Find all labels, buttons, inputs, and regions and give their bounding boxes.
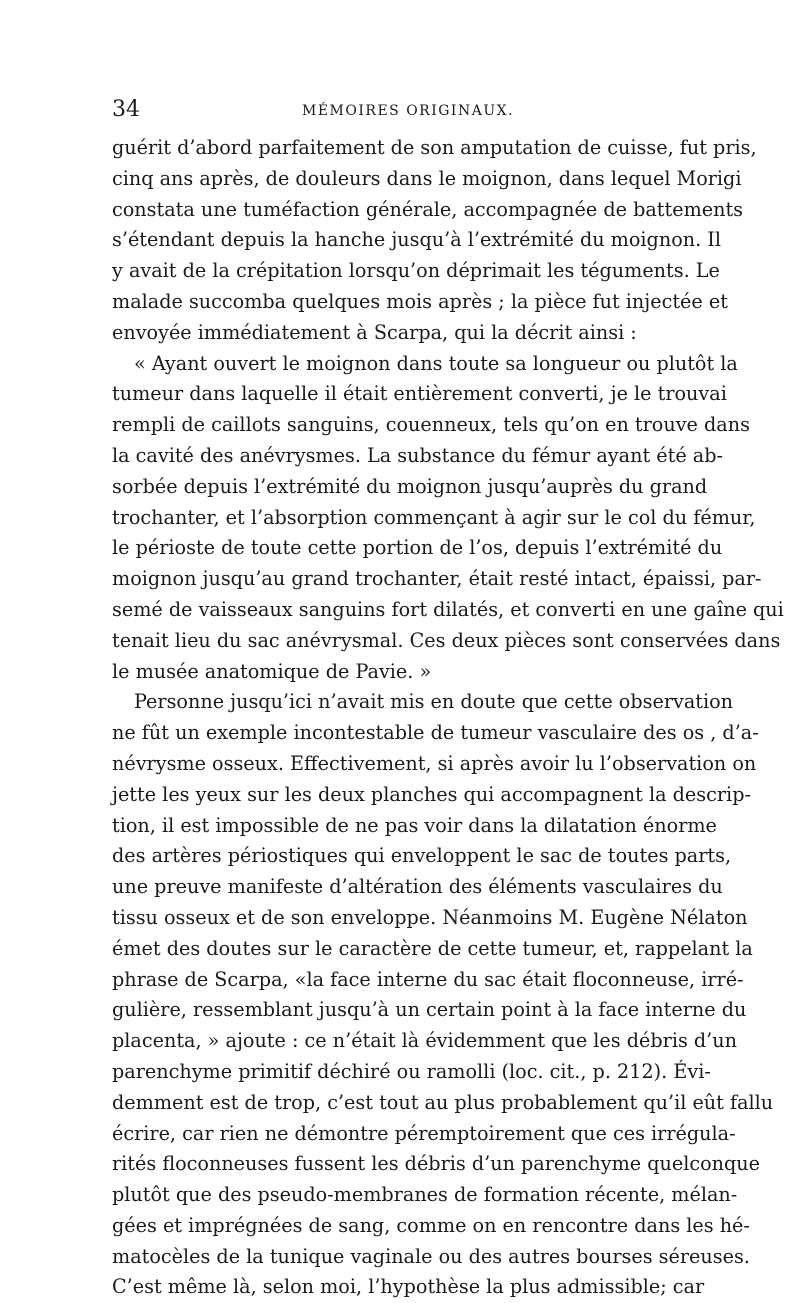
text-line: envoyée immédiatement à Scarpa, qui la décrit ainsi :	[112, 320, 637, 344]
text-line: y avait de la crépitation lorsqu’on déprimait les téguments. Le	[112, 259, 720, 283]
text-line: semé de vaisseaux sanguins fort dilatés, et converti en une gaîne qui	[112, 597, 784, 621]
text-line: « Ayant ouvert le moignon dans toute sa longueur ou plutôt la	[134, 351, 738, 375]
text-line: rités floconneuses fussent les débris d’un parenchyme quelconque	[112, 1152, 761, 1176]
text-line: plutôt que des pseudo-membranes de formation récente, mélan-	[112, 1183, 738, 1207]
text-line: matocèles de la tunique vaginale ou des autres bourses séreuses.	[112, 1244, 750, 1268]
text-line: une preuve manifeste d’altération des éléments vasculaires du	[112, 875, 723, 899]
text-line: cinq ans après, de douleurs dans le moignon, dans lequel Morigi	[112, 166, 742, 190]
text-line: tumeur dans laquelle il était entièrement converti, je le trouvai	[112, 382, 727, 406]
text-line: gulière, ressemblant jusqu’à un certain point à la face interne du	[112, 998, 747, 1022]
text-line: malade succomba quelques mois après ; la pièce fut injectée et	[112, 289, 728, 313]
text-line: rempli de caillots sanguins, couenneux, tels qu’on en trouve dans	[112, 413, 750, 437]
text-line: écrire, car rien ne démontre péremptoirement que ces irrégula-	[112, 1121, 736, 1145]
text-line: guérit d’abord parfaitement de son amputation de cuisse, fut pris,	[112, 136, 757, 159]
text-line: des artères périostiques qui enveloppent le sac de toutes parts,	[112, 844, 732, 868]
text-line: constata une tuméfaction générale, accompagnée de battements	[112, 197, 744, 221]
body-text	[112, 133, 784, 1303]
text-line: placenta, » ajoute : ce n’était là évidemment que les débris d’un	[112, 1029, 737, 1053]
text-line: le périoste de toute cette portion de l’os, depuis l’extrémité du	[112, 536, 723, 560]
text-line: tion, il est impossible de ne pas voir dans la dilatation énorme	[112, 813, 717, 837]
text-line: Personne jusqu’ici n’avait mis en doute que cette observation	[134, 690, 734, 714]
text-line: tenait lieu du sac anévrysmal. Ces deux pièces sont conservées dans	[112, 628, 781, 652]
text-line: moignon jusqu’au grand trochanter, était resté intact, épaissi, par-	[112, 567, 762, 591]
text-line: gées et imprégnées de sang, comme on en rencontre dans les hé-	[112, 1213, 750, 1237]
running-head: MÉMOIRES ORIGINAUX.	[302, 103, 515, 119]
text-line: tissu osseux et de son enveloppe. Néanmoins M. Eugène Nélaton	[112, 905, 748, 929]
text-line: s’étendant depuis la hanche jusqu’à l’extrémité du moignon. Il	[112, 228, 722, 252]
text-line: la cavité des anévrysmes. La substance du fémur ayant été ab-	[112, 443, 723, 467]
text-line: C’est même là, selon moi, l’hypothèse la plus admissible; car	[112, 1275, 705, 1299]
text-line: jette les yeux sur les deux planches qui accompagnent la descrip-	[112, 782, 751, 806]
text-line: parenchyme primitif déchiré ou ramolli (loc. cit., p. 212). Évi-	[112, 1059, 711, 1083]
text-line: émet des doutes sur le caractère de cette tumeur, et, rappelant la	[112, 936, 753, 960]
page-number: 34	[112, 97, 140, 122]
text-line: ne fût un exemple incontestable de tumeur vasculaire des os , d’a-	[112, 721, 759, 745]
page-header	[112, 96, 690, 128]
text-line: trochanter, et l’absorption commençant à agir sur le col du fémur,	[112, 505, 756, 529]
text-line: le musée anatomique de Pavie. »	[112, 659, 432, 683]
text-line: phrase de Scarpa, «la face interne du sac était floconneuse, irré-	[112, 967, 744, 991]
text-line: demment est de trop, c’est tout au plus probablement qu’il eût fallu	[112, 1090, 774, 1114]
text-line: sorbée depuis l’extrémité du moignon jusqu’auprès du grand	[112, 474, 708, 498]
text-line: névrysme osseux. Effectivement, si après avoir lu l’observation on	[112, 751, 757, 775]
